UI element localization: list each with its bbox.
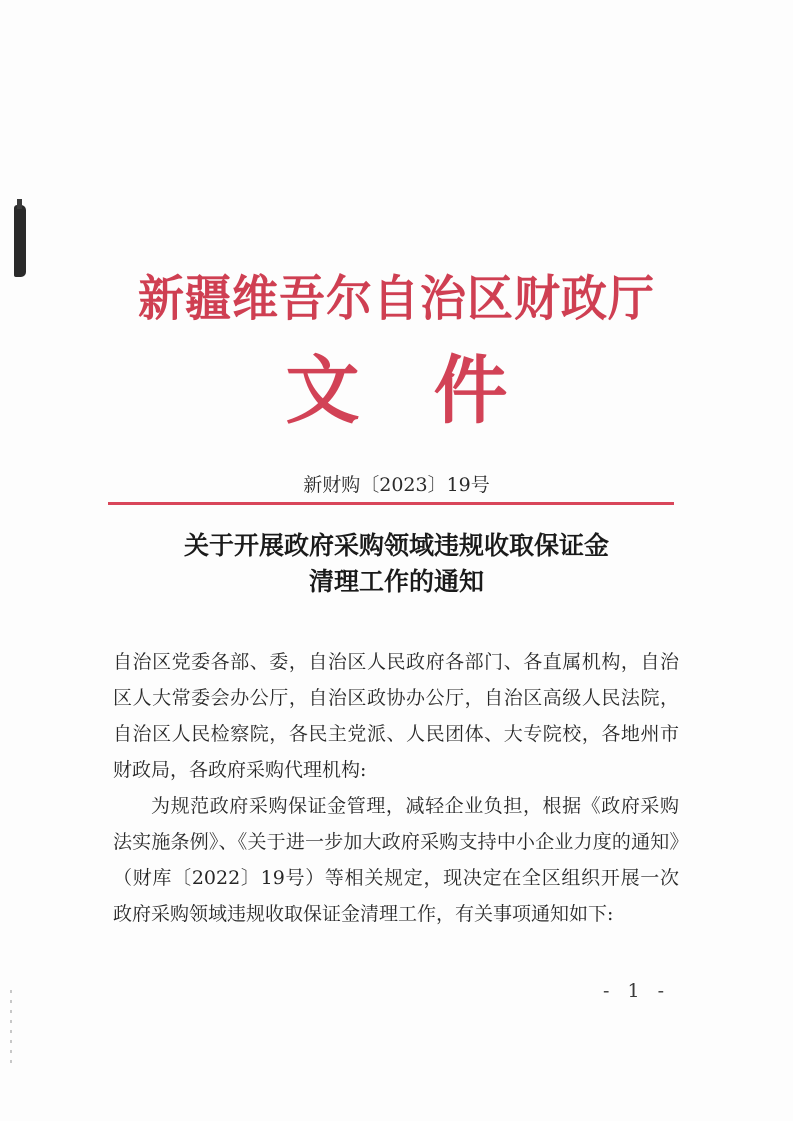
- body-paragraph-1: 为规范政府采购保证金管理，减轻企业负担，根据《政府采购法实施条例》、《关于进一步加大政府采购支持中小企业力度的通知》（财库〔2022〕19号）等相关规定，现决定在全区组织开展一次政府采购领域违规收取保证金清理工作，有关事项通知如下:: [113, 795, 679, 925]
- document-title: [0, 528, 793, 600]
- title-line-2: 清理工作的通知: [308, 567, 484, 596]
- document-body: [113, 644, 679, 932]
- recipients-paragraph: 自治区党委各部、委，自治区人民政府各部门、各直属机构，自治区人大常委会办公厅，自治区政协办公厅，自治区高级人民法院，自治区人民检察院，各民主党派、人民团体、大专院校，各地州市财政局，各政府采购代理机构:: [113, 651, 679, 781]
- red-divider-line: [108, 502, 674, 505]
- scan-edge-dots: [10, 990, 12, 1070]
- title-line-1: 关于开展政府采购领域违规收取保证金: [183, 531, 609, 560]
- document-type-heading: 文件: [285, 348, 582, 434]
- document-number: 新财购〔2023〕19号: [303, 474, 490, 496]
- page-number: - 1 -: [603, 980, 671, 1002]
- issuer-name: 新疆维吾尔自治区财政厅: [138, 269, 655, 327]
